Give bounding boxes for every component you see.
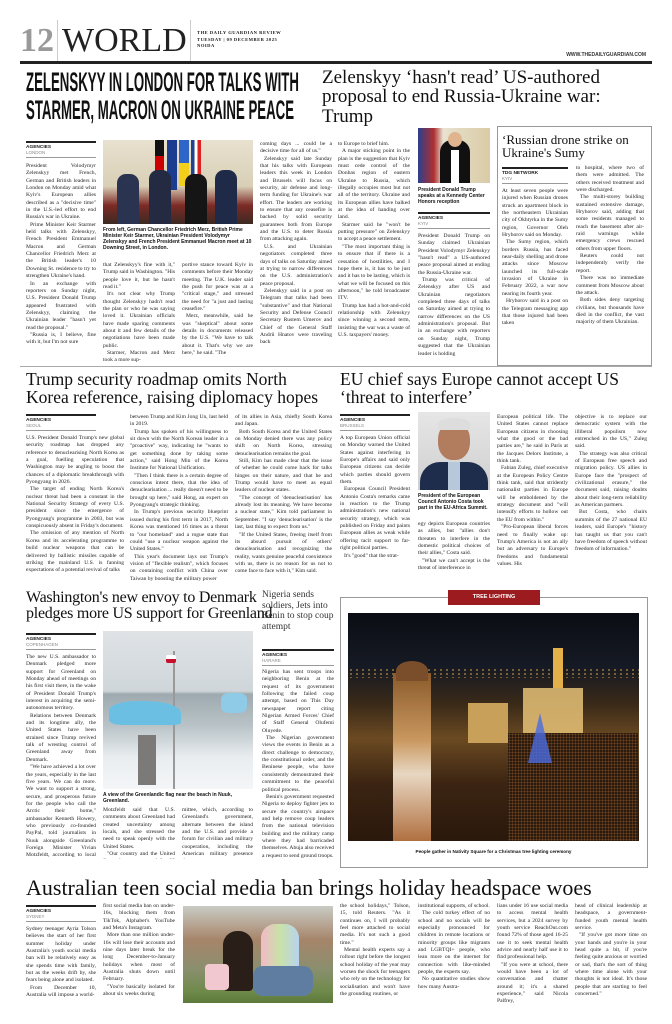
korea-col-3 bbox=[235, 414, 332, 585]
dateline: COPENHAGEN bbox=[26, 642, 59, 647]
paragraph: Both sides deny targeting civilians, but thousands have died in the conflict, the vast majority of them Ukrainian. bbox=[576, 297, 644, 326]
paragraph: Zelenskyy said in a post on Telegram that talks had been "substantive" and that National Security and Defense Council Secretary Rustem Umerov and Chief of the General Staff Andrii Hnatov were traveling back bbox=[260, 287, 332, 346]
paper-name: THE DAILY GUARDIAN REVIEW bbox=[197, 30, 282, 35]
lead-col-4 bbox=[260, 141, 332, 363]
australia-col-5 bbox=[497, 903, 568, 1016]
paragraph: "You're basically isolated for about six weeks during bbox=[103, 983, 175, 998]
paragraph: Nigeria has sent troops into neighboring Benin at the request of its government following the failed coup attempt, based on This Day newspaper report citing Nigerian Armed Forces' Chief of Staff General Olufemi Oluyede. bbox=[262, 669, 334, 734]
paragraph: Fabian Zuleg, chief executive at the European Policy Centre think tank, said that stridently nationalist parties in Europe will be emboldened by the strategy document and "will intensify efforts to hollow out the EU from within." bbox=[497, 465, 568, 523]
eu-col-1 bbox=[340, 435, 410, 585]
paragraph: mittee, which, according to Greenland's government, alternate between the island and the U.S. and provide a forum for civilian and military cooperation, including the American military presence bbox=[182, 807, 253, 858]
paragraph: The omission of any mention of North Korea and its accelerating programme to build nuclear weapons that can be delivered by ballistic missiles capable of striking the mainland U.S. is fanning expectations of a potential revival of talks bbox=[26, 530, 124, 574]
paragraph: first social media ban on under-16s, blocking them from TikTok, Alphabet's YouTube and Meta's Instagram. bbox=[103, 903, 175, 932]
paragraph: Starmer said he "won't be putting pressure" on Zelenskyy to accept a peace settlement. bbox=[338, 221, 410, 243]
paragraph: This year's document lays out Trump's vision of "flexible realism", which focuses on containing conflict with China over Taiwan by boosting the military power bbox=[130, 553, 228, 582]
costa-photo bbox=[418, 412, 490, 490]
paragraph: President Volodymyr Zelenskyy met French, German and British leaders in London on Monday amid what Kyiv's European allies described as a "decisive time" in the U.S.-led effort to end Russia's war in Ukraine. bbox=[26, 163, 96, 221]
leaders-meeting-photo bbox=[103, 140, 253, 224]
eu-col-4 bbox=[575, 414, 647, 585]
lead-headline bbox=[26, 68, 299, 124]
paragraph: "Then I think there is a certain degree of conscious intent there, that the idea of denuclearisation ... really doesn't need to be brought up here," said Hong, an expert on Pyongyang's strategic thinking. bbox=[130, 472, 228, 509]
paragraph: No quantitative studies show how many Austra- bbox=[418, 976, 490, 990]
australia-col-3 bbox=[340, 903, 410, 1016]
agency: AGENCIES bbox=[26, 637, 52, 642]
trump-headline: Zelenskyy ‘hasn't read’ US-authored proposal to end Russia-Ukraine war: Trump bbox=[322, 67, 601, 127]
paragraph: that Zelenskyy's fine with it," Trump said in Washington. "His people love it, but he hasn't read it." bbox=[103, 262, 175, 291]
lead-col-5 bbox=[338, 141, 410, 363]
paragraph: The cold turkey effect of no school and no socials will be especially pronounced for children in remote locations or minority groups like migrants and LGBTQI+ people, who lean more on the internet for connection with like-minded people, the experts say. bbox=[418, 910, 490, 976]
paragraph: It's "good" that the strat- bbox=[344, 552, 399, 559]
agency: AGENCIES bbox=[26, 145, 52, 150]
paragraph: At least seven people were injured when Russian drones struck an apartment block in the northeastern Ukrainian city of Okhtyrka in the Sumy region, Governor Oleh Hryhorov said on Monday. bbox=[502, 188, 568, 239]
trump-photo-caption: President Donald Trump speaks at a Kennedy Center Honors reception bbox=[418, 187, 485, 205]
divider bbox=[57, 20, 58, 62]
paragraph: "We have achieved a lot over the years, especially in the last five years. We can do more. We want to support a strong, secure, and prosperous future for the people who call the Arctic their home," ambassador Kenneth Howery, who previously co-founded PayPal, told journalists in Nuuk alongside Greenland's Foreign Minister Vivian Motzfeldt, according to local bbox=[26, 764, 96, 859]
paragraph: President Donald Trump on Sunday claimed Ukrainian President Volodymyr Zelenskyy "hasn't read" a US-authored peace proposal aimed at ending the Russia-Ukraine war. bbox=[418, 233, 490, 276]
byline bbox=[26, 414, 96, 431]
paragraph: The new U.S. ambassador to Denmark pledged more support for Greenland on Monday ahead of meetings on his first visit there, in the wake of President Donald Trump's interest in acquiring the semi-autonomous territory. bbox=[26, 654, 96, 712]
paragraph: Trump has spoken of his willingness to sit down with the North Korean leader in a "proactive" way, indicating he "wants to get something done by taking some action," said Hong Min of the Korea Institute for National Unification. bbox=[130, 428, 228, 472]
paragraph: "What we can't accept is the threat of interference in bbox=[418, 557, 490, 572]
lead-headline-line: ZELENSKYY IN LONDON FOR TALKS WITH bbox=[26, 67, 299, 97]
dateline: HARARE bbox=[262, 658, 281, 663]
korea-col-2 bbox=[130, 414, 228, 585]
paragraph: Relations between Denmark and its longtime ally, the United States have been strained since Trump revived talk of wresting control of Greenland away from Denmark. bbox=[26, 712, 96, 763]
sumy-col-2 bbox=[576, 165, 644, 361]
paragraph: objective is to replace our democratic system with the illiberal populism now entrenched in the US," Zuleg said. bbox=[575, 414, 647, 450]
australia-col-4 bbox=[418, 903, 490, 1016]
paragraph: Motzfeldt said that U.S. comments about Greenland had created uncertainty among locals, and she stressed the need to speak openly with the United States. bbox=[103, 807, 175, 850]
section-title: WORLD bbox=[62, 22, 187, 59]
teens-phones-photo bbox=[183, 906, 333, 1003]
greenland-col-2 bbox=[103, 807, 175, 859]
agency: AGENCIES bbox=[26, 909, 52, 914]
eu-col-2 bbox=[418, 521, 490, 585]
paragraph: head of clinical leadership at headspace, a government-funded youth mental health service. bbox=[575, 903, 647, 932]
paragraph: Mental health experts say a rollout right before the longest school holiday of the year may worsen the shock for teenagers who rely on the technology for socialisation and won't have the grounding routines, or bbox=[340, 947, 410, 998]
nuuk-flag-photo bbox=[103, 631, 253, 789]
paragraph: "If you were at school, there would have been a lot of conversation and chatter around it; it's a shared experience," said Nicola Palfrey, bbox=[497, 961, 568, 1005]
paragraph: The Sumy region, which borders Russia, has faced near-daily shelling and drone attacks since Moscow launched its full-scale invasion of Ukraine in February 2022, a war now nearing its fourth year. bbox=[502, 239, 568, 297]
byline bbox=[502, 167, 568, 184]
section-rule bbox=[20, 366, 652, 367]
paragraph: From December 10, Australia will impose a world- bbox=[26, 984, 96, 999]
paragraph: The multi-storey building sustained extensive damage, Hryhorov said, adding that some residents managed to reach the basement after air-raid warnings while emergency crews rescued others from upper floors. bbox=[576, 194, 644, 252]
paragraph: Zelenskyy said late Sunday that his talks with European leaders this week in London and Brussels will focus on security, air defense and long-term funding for Ukraine's war effort. The leaders are working to ensure that any ceasefire is backed by solid security guarantees both from Europe and the U.S. to deter Russia from attacking again. bbox=[260, 155, 332, 243]
dateline: KYIV bbox=[418, 221, 429, 226]
byline bbox=[26, 633, 96, 650]
byline bbox=[26, 905, 96, 922]
paragraph: There was no immediate comment from Moscow about the attack. bbox=[576, 275, 644, 296]
city: NOIDA bbox=[197, 43, 215, 48]
byline bbox=[26, 141, 96, 158]
tree-lighting-label: TREE LIGHTING bbox=[448, 590, 540, 605]
dateline: LONDON bbox=[26, 150, 46, 155]
paragraph: "Russia is, I believe, fine with it, but I'm not sure bbox=[26, 331, 96, 346]
dateline: KYIV bbox=[502, 176, 513, 181]
paragraph: "If you've got more time on your hands and you're in your head quite a bit, if you're feeling quite anxious or worried or sad, that's the sort of thing where time alone with your thoughts is not ideal. It's those people that are starting to feel concerned." bbox=[575, 932, 647, 998]
paragraph: egy depicts European countries as allies, but "allies don't threaten to interfere in the domestic political choices of their allies," Costa said. bbox=[418, 521, 490, 557]
lead-col-1 bbox=[26, 163, 96, 363]
paragraph: Hryhorov said in a post on the Telegram messaging app that those injured had been taken bbox=[502, 298, 568, 327]
agency: AGENCIES bbox=[262, 653, 288, 658]
paragraph: U.S. and Ukrainian negotiators completed three days of talks on Saturday aimed at trying to narrow differences on the U.S. administration's peace proposal. bbox=[260, 243, 332, 287]
divider bbox=[190, 20, 191, 62]
paragraph: But Costa, who chairs summits of the 27 national EU leaders, said Europe's "history has taught us that you can't have freedom of speech without freedom of information." bbox=[575, 509, 647, 553]
nigeria-body bbox=[262, 669, 334, 859]
leaders-photo-caption: From left, German Chancellor Friedrich Merz, British Prime Minister Keir Starmer, Ukrainian President Volodymyr Zelenskyy and French President Emmanuel Macron meet at 10 Downing Street, in London. bbox=[103, 227, 252, 251]
paragraph: coming days ... could be a decisive time for all of us." bbox=[260, 141, 332, 155]
paragraph: The strategy was also critical of European free speech and migration policy. US allies in Europe face the "prospect of civilizational erasure," the document said, raising doubts about their long-term reliability as American partners. bbox=[575, 450, 647, 509]
lead-col-3 bbox=[182, 262, 253, 362]
paragraph: to Europe to brief him. bbox=[338, 141, 390, 147]
byline bbox=[418, 212, 490, 229]
paragraph: Benin's government requested Nigeria to deploy fighter jets to secure the country's airspace and help remove coup leaders from the national television building and the military camp where they had barricaded themselves. Abuja also received a request to send ground troops. bbox=[262, 793, 334, 859]
paragraph: European Council President Antonio Costa's remarks came in reaction to the Trump administration's new national security strategy, which was published on Friday and paints European allies as weak while offering tacit support to far-right political parties. bbox=[340, 486, 410, 552]
agency: AGENCIES bbox=[26, 418, 52, 423]
paragraph: "The concept of 'denuclearisation' has already lost its meaning. We have become a nuclear state," Kim told parliament in September. "I say 'denuclearisation' is the last, last thing to expect from us." bbox=[235, 494, 332, 531]
nigeria-headline: Nigeria sends soldiers, Jets into Benin to stop coup attempt bbox=[262, 590, 334, 632]
agency: AGENCIES bbox=[418, 216, 444, 221]
dateline: SEOUL bbox=[26, 423, 42, 428]
paragraph: Starmer, Macron and Merz took a more sup- bbox=[103, 350, 175, 362]
paragraph: Both South Korea and the United States on Monday denied there was any policy shift on North Korea, stressing denuclearisation remains the goal. bbox=[235, 428, 332, 457]
byline bbox=[262, 649, 334, 666]
korea-col-1 bbox=[26, 435, 124, 585]
eu-col-3 bbox=[497, 414, 568, 585]
australia-col-1 bbox=[26, 926, 96, 1016]
paragraph: U.S. President Donald Trump's new global security roadmap has dropped any reference to denuclearising North Korea as a goal, fuelling speculation that Washington may be angling to boost the chances of a diplomatic breakthrough with Pyongyang in 2026. bbox=[26, 435, 124, 486]
costa-photo-caption: President of the European Council Antonio Costa took part in the EU-Africa Summit. bbox=[418, 493, 488, 511]
nativity-photo-caption: People gather in Nativity Square for a Christmas tree lighting ceremony bbox=[415, 849, 572, 854]
paragraph: portive stance toward Kyiv in comments before their Monday meeting. The U.K. leader said the push for peace was at a "critical stage," and stressed the need for "a just and lasting ceasefire." bbox=[182, 262, 253, 313]
trump-body bbox=[418, 233, 490, 363]
paragraph: In an exchange with reporters on Sunday night, U.S. President Donald Trump appeared frustrated with Zelenskyy, claiming the Ukrainian leader "hasn't yet read the proposal." bbox=[26, 280, 96, 331]
paragraph: The Nigerian government views the events in Benin as a direct challenge to democracy, the constitutional order, and the Beninese people, who have consistently demonstrated their commitment to the peaceful political process. bbox=[262, 735, 334, 793]
greenland-headline: Washington's new envoy to Denmark pledges more US support for Greenland bbox=[26, 589, 273, 623]
agency: TDG NETWORK bbox=[502, 171, 539, 176]
sumy-headline: ‘Russian drone strike on Ukraine's Sumy bbox=[502, 132, 629, 161]
lead-col-2 bbox=[103, 262, 175, 362]
website-link[interactable]: WWW.THEDAILYGUARDIAN.COM bbox=[566, 52, 646, 58]
paragraph: A top European Union official on Monday warned the United States against interfering in Europe's affairs and said only European citizens can decide which parties should govern them. bbox=[340, 435, 410, 486]
paragraph: institutional supports, of school. bbox=[418, 903, 490, 909]
paragraph: Trump has had a hot-and-cold relationship with Zelenskyy since winning a second term, insisting the war was a waste of U.S. taxpayers' money. bbox=[338, 302, 410, 338]
australia-col-6 bbox=[575, 903, 647, 1016]
lead-headline-line: STARMER, MACRON ON UKRAINE PEACE bbox=[26, 95, 295, 125]
issue-date: TUESDAY | 09 DECEMBER 2025 bbox=[197, 36, 278, 42]
paragraph: It's not clear why Trump thought Zelenskyy hadn't read the plan or who he was saying loved it. Ukrainian officials have made sparing comments about it and few details of the negotiations have been made public. bbox=[103, 291, 175, 349]
trump-photo bbox=[418, 128, 490, 183]
sumy-col-1 bbox=[502, 188, 568, 360]
paragraph: "Our country and the United bbox=[107, 851, 175, 858]
paragraph: Sydney teenager Ayria Tolson believes the start of her first summer holiday under Australia's youth social media ban will be relatively easy as she spends time with family, but as the weeks drift by, she fears being alone and isolated. bbox=[26, 926, 96, 984]
greenland-col-3 bbox=[182, 807, 253, 859]
paragraph: lians under 16 use social media to access mental health services, but a 2024 survey by youth service ReachOut.com found 72% of those aged 16-25 use it to seek mental health advice and nearly half use it to find professional help. bbox=[497, 903, 568, 961]
australia-col-2 bbox=[103, 903, 175, 1016]
paragraph: More than one million under-16s will lose their accounts and nine days later break for the long December-to-January holidays when most of Australia shuts down until February. bbox=[103, 932, 175, 983]
paragraph: Prime Minister Keir Starmer held talks with Zelenskyy, French President Emmanuel Macron and German Chancellor Friedrich Merz at the British leader's 10 Downing St. residence to try to strengthen Ukraine's hand. bbox=[26, 221, 96, 280]
korea-headline: Trump security roadmap omits North Korea reference, raising diplomacy hopes bbox=[26, 369, 319, 407]
nativity-square-photo bbox=[348, 613, 639, 841]
paragraph: Trump was critical of Zelenskyy after US and Ukrainian negotiators completed three days of talks on Saturday aimed at trying to narrow differences on the US administration's proposal. But in an exchange with reporters on Sunday night, Trump suggested that the Ukrainian leader is holding bbox=[418, 277, 490, 357]
paragraph: Still, Kim has made clear that the issue of whether he could come back for talks hinges on their nature, and that he and Trump would have to meet as equal leaders of nuclear states. bbox=[235, 458, 332, 494]
paragraph: to hospital, where two of them were admitted. The others received treatment and were discharged. bbox=[576, 165, 644, 194]
paragraph: European political life. The United States cannot replace European citizens in choosing what the good or the bad parties are," he said in Paris at the Jacques Delors Institute, a think tank. bbox=[497, 414, 568, 465]
paragraph: of its allies in Asia, chiefly South Korea and Japan. bbox=[235, 414, 332, 428]
masthead-rule bbox=[20, 61, 652, 64]
eu-headline: EU chief says Europe cannot accept US ‘threat to interfere’ bbox=[340, 369, 619, 407]
paragraph: "If the United States, freeing itself from its absurd pursuit of others' denuclearisation and recognizing the reality, wants genuine peaceful coexistence with us, there is no reason for us not to come face to face with it," Kim said. bbox=[235, 531, 332, 575]
paragraph: "The most important thing is to ensure that if there is a cessation of hostilities, and I hope there is, it has to be just and it has to be lasting, which is what we will be focused on this afternoon," he told broadcaster ITV. bbox=[338, 243, 410, 302]
dateline: SYDNEY bbox=[26, 914, 45, 919]
paragraph: the school holidays," Tolson, 15, told Reuters. "As it continues on, I will probably feel more attached to social media. It's not such a good time." bbox=[340, 903, 410, 946]
byline bbox=[340, 414, 410, 431]
paragraph: Merz, meanwhile, said he was "skeptical" about some details in documents released by the U.S. "We have to talk about it. That's why we are here," he said. "The bbox=[182, 313, 253, 357]
paragraph: A major sticking point in the plan is the suggestion that Kyiv must cede control of the Donbas region of eastern Ukraine to Russia, which illegally occupies most but not all of the territory. Ukraine and its European allies have balked at the idea of handing over land. bbox=[338, 148, 410, 221]
paragraph: between Trump and Kim Jong Un, last held in 2019. bbox=[130, 414, 228, 428]
dateline: BRUSSELS bbox=[340, 423, 365, 428]
paragraph: "Pro-European liberal forces need to finally wake up: Trump's America is not an ally but an adversary to Europe's freedoms and fundamental values. His bbox=[497, 524, 568, 567]
paragraph: Reuters could not independently verify the report. bbox=[576, 253, 644, 274]
nuuk-photo-caption: A view of the Greenlandic flag near the beach in Nuuk, Greenland. bbox=[103, 792, 233, 804]
page-number: 12 bbox=[20, 22, 54, 59]
greenland-col-1 bbox=[26, 654, 96, 859]
australia-headline: Australian teen social media ban brings holiday headspace woes bbox=[26, 875, 592, 900]
agency: AGENCIES bbox=[340, 418, 366, 423]
paragraph: In Trump's previous security blueprint issued during his first term in 2017, North Korea was mentioned 16 times as a threat to "our homeland" and a rogue state that could "use a nuclear weapon against the United States." bbox=[130, 509, 228, 553]
paragraph: The target of ending North Korea's nuclear threat had been a constant in the National Security Strategy of every U.S. president since the emergence of Pyongyang's programme in 2003, but was conspicuously absent in Friday's document. bbox=[26, 486, 124, 530]
